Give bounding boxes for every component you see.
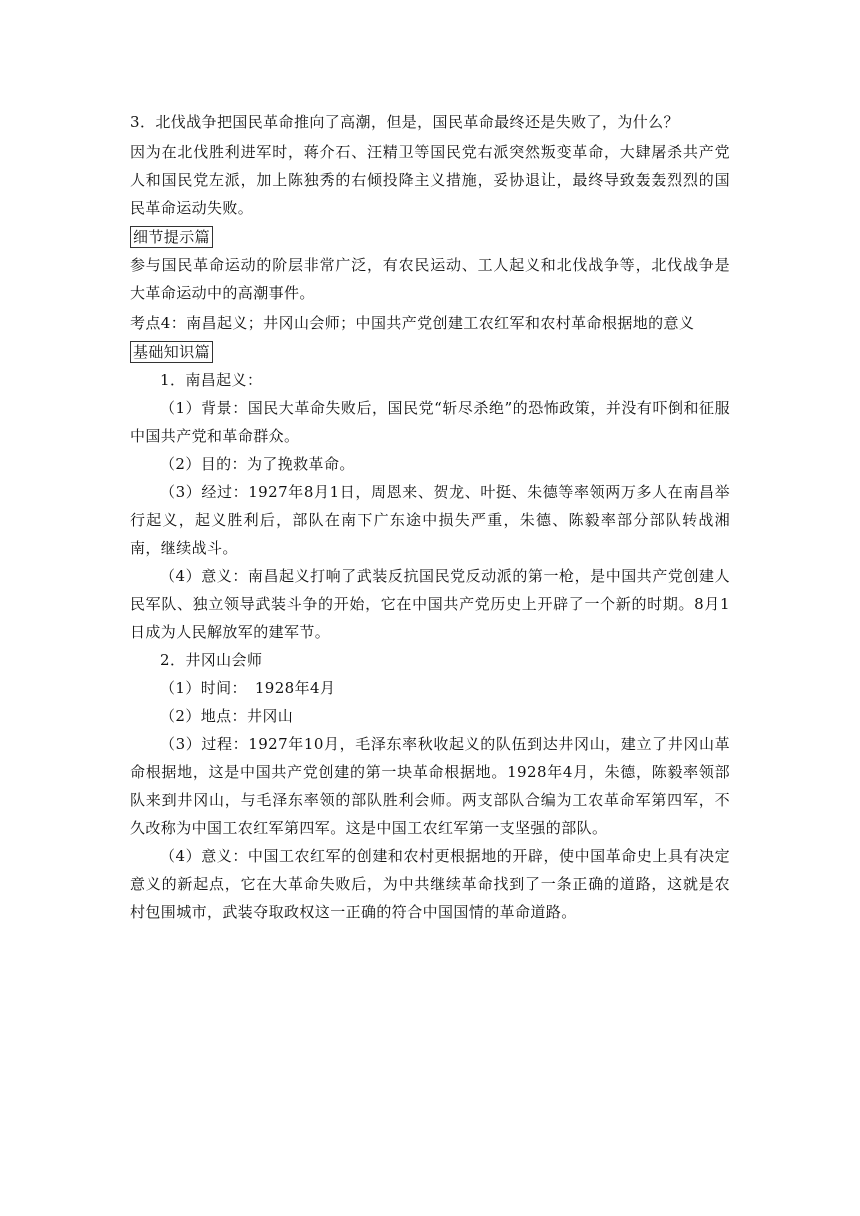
q3-answer: 因为在北伐胜利进军时，蒋介石、汪精卫等国民党右派突然叛变革命，大肆屠杀共产党人和国民党左派，加上陈独秀的右倾投降主义措施，妥协退让，最终导致轰轰烈烈的国民革命运动失败。 [130,143,730,217]
nanchang-heading: 1．南昌起义： [160,371,263,389]
q3-question: 3．北伐战争把国民革命推向了高潮，但是，国民革命最终还是失败了，为什么？ [130,113,679,131]
basic-section-label: 基础知识篇 [130,341,213,363]
jinggangshan-heading: 2．井冈山会师 [160,651,263,669]
nanchang-significance: （4）意义：南昌起义打响了武装反抗国民党反动派的第一枪，是中国共产党创建人民军队、独立领导武装斗争的开始，它在中国共产党历史上开辟了一个新的时期。8月1日成为人民解放军的建军节。 [130,567,730,641]
jinggangshan-process: （3）过程：1927年10月，毛泽东率秋收起义的队伍到达井冈山，建立了井冈山革命根据地，这是中国共产党创建的第一块革命根据地。1928年4月，朱德，陈毅率领部队来到井冈山，与毛泽东率领的部队胜利会师。两支部队合编为工农革命军第四军，不久改称为中国工农红军第四军。这是中国工农红军第一支坚强的部队。 [130,735,730,837]
detail-section-text: 参与国民革命运动的阶层非常广泛，有农民运动、工人起义和北伐战争等，北伐战争是大革命运动中的高潮事件。 [130,256,730,302]
detail-section-label: 细节提示篇 [130,226,213,248]
nanchang-purpose: （2）目的：为了挽救革命。 [160,455,355,473]
nanchang-background: （1）背景：国民大革命失败后，国民党“斩尽杀绝”的恐怖政策，并没有吓倒和征服中国共产党和革命群众。 [130,399,730,445]
document-content [130,108,730,926]
jinggangshan-significance: （4）意义：中国工农红军的创建和农村更根据地的开辟，使中国革命史上具有决定意义的新起点，它在大革命失败后，为中共继续革命找到了一条正确的道路，这就是农村包围城市，武装夺取政权这一正确的符合中国国情的革命道路。 [130,847,730,921]
jinggangshan-place: （2）地点：井冈山 [160,707,294,725]
kaodian-4-heading: 考点4：南昌起义；井冈山会师；中国共产党创建工农红军和农村革命根据地的意义 [130,314,695,332]
jinggangshan-time: （1）时间： 1928年4月 [160,679,336,697]
nanchang-process: （3）经过：1927年8月1日，周恩来、贺龙、叶挺、朱德等率领两万多人在南昌举行起义，起义胜利后，部队在南下广东途中损失严重，朱德、陈毅率部分部队转战湘南，继续战斗。 [130,483,730,557]
basic-section-label-wrap [130,337,730,366]
detail-section-label-wrap [130,222,730,251]
